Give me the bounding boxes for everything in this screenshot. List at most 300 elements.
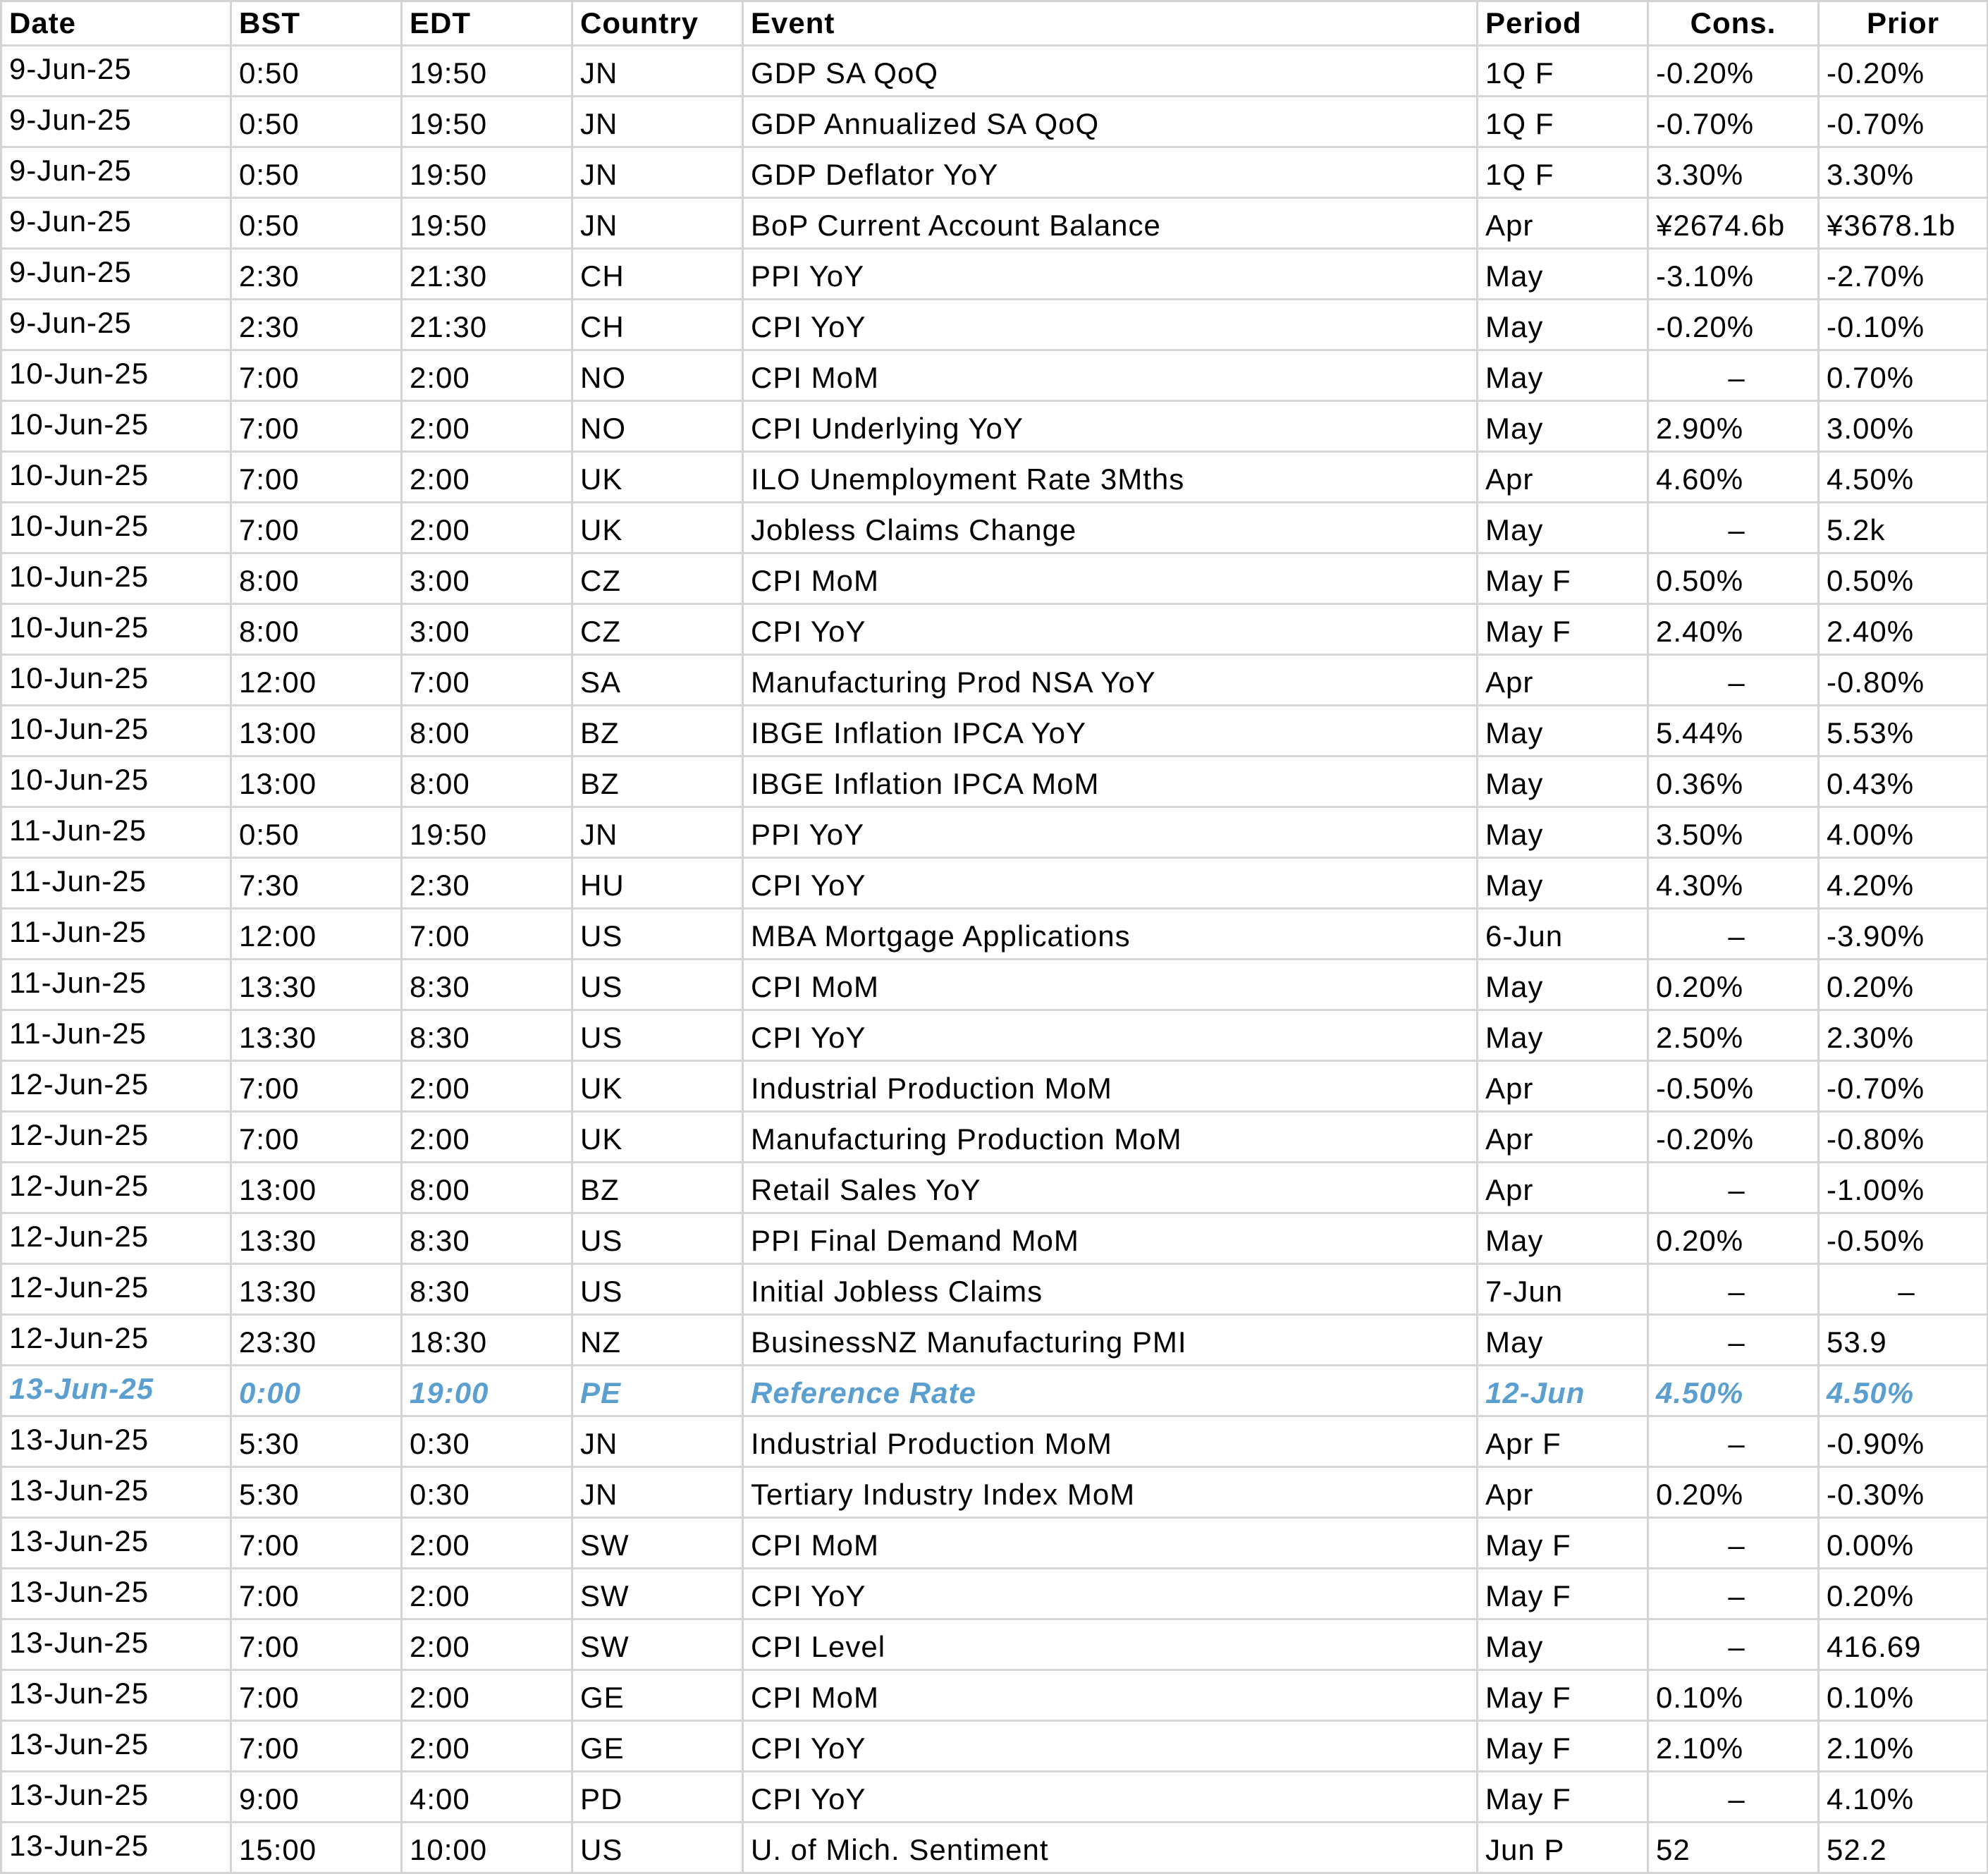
table-row (1, 1670, 1988, 1721)
cell-bst: 12:00 (231, 909, 402, 960)
table-row (1, 858, 1988, 909)
cell-period: Apr (1478, 452, 1648, 503)
cell-bst: 15:00 (231, 1823, 402, 1873)
cell-edt: 0:30 (402, 1416, 572, 1467)
cell-country: BZ (572, 757, 743, 807)
cell-period: Apr (1478, 198, 1648, 249)
cell-bst: 13:30 (231, 1010, 402, 1061)
cell-event: GDP Deflator YoY (743, 147, 1478, 198)
cell-period: May (1478, 858, 1648, 909)
cell-cons: 0.20% (1648, 1467, 1819, 1518)
cell-prior: 0.10% (1819, 1670, 1988, 1721)
cell-period: 6-Jun (1478, 909, 1648, 960)
cell-bst: 7:00 (231, 1670, 402, 1721)
table-row (1, 1061, 1988, 1112)
cell-country: UK (572, 452, 743, 503)
column-header-bst: BST (231, 1, 402, 46)
cell-period: May (1478, 960, 1648, 1010)
cell-event: ILO Unemployment Rate 3Mths (743, 452, 1478, 503)
cell-prior: 4.50% (1819, 452, 1988, 503)
cell-edt: 3:00 (402, 604, 572, 655)
cell-date: 12-Jun-25 (1, 1315, 231, 1366)
cell-edt: 8:30 (402, 1213, 572, 1264)
cell-edt: 2:30 (402, 858, 572, 909)
cell-prior: 0.20% (1819, 960, 1988, 1010)
cell-date: 11-Jun-25 (1, 858, 231, 909)
cell-date: 9-Jun-25 (1, 300, 231, 350)
cell-date: 11-Jun-25 (1, 909, 231, 960)
cell-cons: 0.50% (1648, 553, 1819, 604)
cell-cons: – (1648, 1416, 1819, 1467)
cell-event: Manufacturing Prod NSA YoY (743, 655, 1478, 706)
cell-cons: – (1648, 1569, 1819, 1619)
cell-prior: -0.90% (1819, 1416, 1988, 1467)
cell-event: BoP Current Account Balance (743, 198, 1478, 249)
cell-bst: 0:50 (231, 198, 402, 249)
cell-cons: -0.20% (1648, 1112, 1819, 1163)
cell-event: CPI MoM (743, 1670, 1478, 1721)
table-row-highlighted (1, 1366, 1988, 1416)
cell-date: 10-Jun-25 (1, 706, 231, 757)
cell-country: NO (572, 401, 743, 452)
cell-prior: 2.10% (1819, 1721, 1988, 1772)
cell-country: JN (572, 198, 743, 249)
cell-event: CPI YoY (743, 604, 1478, 655)
cell-edt: 10:00 (402, 1823, 572, 1873)
cell-date: 12-Jun-25 (1, 1264, 231, 1315)
table-row (1, 1163, 1988, 1213)
cell-edt: 2:00 (402, 452, 572, 503)
cell-edt: 2:00 (402, 1619, 572, 1670)
cell-prior: 0.70% (1819, 350, 1988, 401)
cell-edt: 21:30 (402, 300, 572, 350)
cell-date: 10-Jun-25 (1, 350, 231, 401)
cell-edt: 2:00 (402, 503, 572, 553)
cell-bst: 7:30 (231, 858, 402, 909)
cell-country: SW (572, 1569, 743, 1619)
column-header-cons: Cons. (1648, 1, 1819, 46)
table-row (1, 1010, 1988, 1061)
cell-event: Initial Jobless Claims (743, 1264, 1478, 1315)
cell-date: 11-Jun-25 (1, 1010, 231, 1061)
cell-period: May (1478, 249, 1648, 300)
table-row (1, 350, 1988, 401)
cell-prior: -0.30% (1819, 1467, 1988, 1518)
cell-event: Manufacturing Production MoM (743, 1112, 1478, 1163)
cell-event: CPI YoY (743, 300, 1478, 350)
cell-date: 13-Jun-25 (1, 1569, 231, 1619)
cell-country: US (572, 1264, 743, 1315)
cell-country: CZ (572, 553, 743, 604)
cell-country: US (572, 909, 743, 960)
cell-country: SW (572, 1518, 743, 1569)
table-row (1, 1264, 1988, 1315)
cell-country: US (572, 960, 743, 1010)
cell-period: May (1478, 757, 1648, 807)
cell-event: CPI MoM (743, 350, 1478, 401)
cell-edt: 8:00 (402, 1163, 572, 1213)
cell-event: MBA Mortgage Applications (743, 909, 1478, 960)
cell-cons: 3.50% (1648, 807, 1819, 858)
cell-edt: 2:00 (402, 350, 572, 401)
column-header-country: Country (572, 1, 743, 46)
cell-cons: ¥2674.6b (1648, 198, 1819, 249)
cell-period: May F (1478, 553, 1648, 604)
cell-period: May (1478, 350, 1648, 401)
cell-event: BusinessNZ Manufacturing PMI (743, 1315, 1478, 1366)
cell-date: 10-Jun-25 (1, 553, 231, 604)
cell-date: 9-Jun-25 (1, 249, 231, 300)
cell-event: CPI YoY (743, 1569, 1478, 1619)
cell-country: SW (572, 1619, 743, 1670)
cell-cons: – (1648, 503, 1819, 553)
cell-prior: 5.2k (1819, 503, 1988, 553)
cell-date: 13-Jun-25 (1, 1721, 231, 1772)
cell-cons: 2.40% (1648, 604, 1819, 655)
cell-event: CPI Underlying YoY (743, 401, 1478, 452)
table-row (1, 757, 1988, 807)
cell-period: Apr (1478, 1163, 1648, 1213)
cell-cons: 5.44% (1648, 706, 1819, 757)
cell-country: CH (572, 249, 743, 300)
table-row (1, 1112, 1988, 1163)
cell-prior: 0.00% (1819, 1518, 1988, 1569)
cell-event: PPI YoY (743, 807, 1478, 858)
cell-country: NO (572, 350, 743, 401)
cell-date: 9-Jun-25 (1, 97, 231, 147)
cell-bst: 9:00 (231, 1772, 402, 1823)
cell-period: May F (1478, 1670, 1648, 1721)
cell-prior: 0.50% (1819, 553, 1988, 604)
table-row (1, 1772, 1988, 1823)
cell-cons: – (1648, 1619, 1819, 1670)
cell-prior: -3.90% (1819, 909, 1988, 960)
cell-period: 1Q F (1478, 147, 1648, 198)
cell-prior: 4.50% (1819, 1366, 1988, 1416)
cell-event: CPI YoY (743, 1721, 1478, 1772)
cell-date: 10-Jun-25 (1, 604, 231, 655)
cell-cons: 0.36% (1648, 757, 1819, 807)
cell-country: JN (572, 1416, 743, 1467)
column-header-period: Period (1478, 1, 1648, 46)
cell-prior: -0.20% (1819, 46, 1988, 97)
cell-country: NZ (572, 1315, 743, 1366)
cell-bst: 5:30 (231, 1467, 402, 1518)
cell-date: 12-Jun-25 (1, 1112, 231, 1163)
cell-bst: 13:00 (231, 757, 402, 807)
cell-date: 9-Jun-25 (1, 147, 231, 198)
cell-edt: 2:00 (402, 1670, 572, 1721)
table-row (1, 655, 1988, 706)
cell-country: CH (572, 300, 743, 350)
cell-cons: 3.30% (1648, 147, 1819, 198)
cell-period: May F (1478, 1569, 1648, 1619)
cell-bst: 23:30 (231, 1315, 402, 1366)
cell-country: GE (572, 1670, 743, 1721)
table-row (1, 807, 1988, 858)
cell-date: 13-Jun-25 (1, 1772, 231, 1823)
cell-bst: 8:00 (231, 553, 402, 604)
cell-edt: 18:30 (402, 1315, 572, 1366)
cell-date: 13-Jun-25 (1, 1416, 231, 1467)
cell-period: May F (1478, 1518, 1648, 1569)
cell-edt: 7:00 (402, 655, 572, 706)
cell-edt: 2:00 (402, 1518, 572, 1569)
cell-cons: -0.70% (1648, 97, 1819, 147)
cell-period: Apr (1478, 1467, 1648, 1518)
cell-edt: 2:00 (402, 401, 572, 452)
cell-country: US (572, 1823, 743, 1873)
cell-date: 13-Jun-25 (1, 1366, 231, 1416)
cell-cons: – (1648, 1518, 1819, 1569)
cell-bst: 0:50 (231, 46, 402, 97)
cell-edt: 8:30 (402, 1264, 572, 1315)
cell-cons: 2.10% (1648, 1721, 1819, 1772)
cell-country: UK (572, 1061, 743, 1112)
cell-prior: 2.40% (1819, 604, 1988, 655)
cell-event: PPI Final Demand MoM (743, 1213, 1478, 1264)
cell-cons: 4.60% (1648, 452, 1819, 503)
table-row (1, 401, 1988, 452)
cell-country: PE (572, 1366, 743, 1416)
cell-country: UK (572, 1112, 743, 1163)
cell-event: IBGE Inflation IPCA YoY (743, 706, 1478, 757)
cell-date: 10-Jun-25 (1, 452, 231, 503)
cell-cons: – (1648, 1264, 1819, 1315)
table-row (1, 1467, 1988, 1518)
table-row (1, 249, 1988, 300)
cell-cons: -0.50% (1648, 1061, 1819, 1112)
cell-period: May (1478, 1315, 1648, 1366)
cell-date: 11-Jun-25 (1, 960, 231, 1010)
cell-event: CPI MoM (743, 1518, 1478, 1569)
cell-date: 10-Jun-25 (1, 401, 231, 452)
cell-bst: 2:30 (231, 300, 402, 350)
table-row (1, 198, 1988, 249)
cell-cons: 52 (1648, 1823, 1819, 1873)
table-row (1, 97, 1988, 147)
cell-prior: -0.80% (1819, 1112, 1988, 1163)
cell-bst: 12:00 (231, 655, 402, 706)
cell-cons: -0.20% (1648, 46, 1819, 97)
header-row (1, 1, 1988, 46)
cell-cons: – (1648, 909, 1819, 960)
cell-edt: 8:00 (402, 757, 572, 807)
cell-event: Jobless Claims Change (743, 503, 1478, 553)
table-row (1, 553, 1988, 604)
cell-cons: 4.30% (1648, 858, 1819, 909)
cell-bst: 7:00 (231, 1569, 402, 1619)
cell-prior: -0.50% (1819, 1213, 1988, 1264)
cell-period: 7-Jun (1478, 1264, 1648, 1315)
cell-date: 9-Jun-25 (1, 46, 231, 97)
cell-period: May (1478, 503, 1648, 553)
cell-period: May (1478, 807, 1648, 858)
column-header-edt: EDT (402, 1, 572, 46)
cell-country: JN (572, 147, 743, 198)
cell-edt: 19:00 (402, 1366, 572, 1416)
cell-bst: 0:50 (231, 147, 402, 198)
cell-date: 12-Jun-25 (1, 1061, 231, 1112)
cell-country: GE (572, 1721, 743, 1772)
cell-bst: 7:00 (231, 1518, 402, 1569)
table-row (1, 1518, 1988, 1569)
table-row (1, 503, 1988, 553)
cell-edt: 19:50 (402, 147, 572, 198)
cell-event: GDP Annualized SA QoQ (743, 97, 1478, 147)
cell-date: 13-Jun-25 (1, 1619, 231, 1670)
cell-prior: 2.30% (1819, 1010, 1988, 1061)
cell-edt: 21:30 (402, 249, 572, 300)
cell-event: GDP SA QoQ (743, 46, 1478, 97)
cell-bst: 8:00 (231, 604, 402, 655)
cell-bst: 7:00 (231, 1061, 402, 1112)
calendar-body (1, 46, 1988, 1873)
table-row (1, 1823, 1988, 1873)
cell-period: Apr F (1478, 1416, 1648, 1467)
cell-edt: 19:50 (402, 97, 572, 147)
cell-prior: 4.00% (1819, 807, 1988, 858)
cell-event: CPI YoY (743, 1010, 1478, 1061)
cell-bst: 2:30 (231, 249, 402, 300)
cell-edt: 0:30 (402, 1467, 572, 1518)
cell-country: PD (572, 1772, 743, 1823)
table-row (1, 1416, 1988, 1467)
cell-country: UK (572, 503, 743, 553)
cell-bst: 7:00 (231, 350, 402, 401)
cell-bst: 13:00 (231, 706, 402, 757)
cell-event: CPI MoM (743, 960, 1478, 1010)
cell-prior: 5.53% (1819, 706, 1988, 757)
cell-bst: 7:00 (231, 1721, 402, 1772)
cell-country: JN (572, 97, 743, 147)
cell-bst: 13:30 (231, 960, 402, 1010)
cell-event: CPI YoY (743, 858, 1478, 909)
table-row (1, 300, 1988, 350)
cell-event: U. of Mich. Sentiment (743, 1823, 1478, 1873)
cell-period: Apr (1478, 655, 1648, 706)
cell-country: SA (572, 655, 743, 706)
cell-cons: – (1648, 655, 1819, 706)
column-header-prior: Prior (1819, 1, 1988, 46)
cell-period: May (1478, 706, 1648, 757)
cell-prior: 3.00% (1819, 401, 1988, 452)
cell-country: HU (572, 858, 743, 909)
cell-bst: 7:00 (231, 503, 402, 553)
cell-prior: 0.43% (1819, 757, 1988, 807)
cell-country: JN (572, 1467, 743, 1518)
cell-cons: -0.20% (1648, 300, 1819, 350)
cell-event: CPI Level (743, 1619, 1478, 1670)
cell-period: May F (1478, 1772, 1648, 1823)
cell-edt: 2:00 (402, 1061, 572, 1112)
table-row (1, 1213, 1988, 1264)
cell-edt: 19:50 (402, 807, 572, 858)
cell-cons: 0.20% (1648, 960, 1819, 1010)
cell-bst: 7:00 (231, 1619, 402, 1670)
cell-date: 10-Jun-25 (1, 757, 231, 807)
cell-date: 12-Jun-25 (1, 1163, 231, 1213)
cell-period: 12-Jun (1478, 1366, 1648, 1416)
cell-prior: -0.80% (1819, 655, 1988, 706)
table-row (1, 147, 1988, 198)
cell-bst: 5:30 (231, 1416, 402, 1467)
cell-country: JN (572, 46, 743, 97)
cell-edt: 19:50 (402, 46, 572, 97)
cell-period: May (1478, 401, 1648, 452)
cell-bst: 13:30 (231, 1213, 402, 1264)
cell-edt: 8:30 (402, 1010, 572, 1061)
cell-event: IBGE Inflation IPCA MoM (743, 757, 1478, 807)
cell-bst: 7:00 (231, 452, 402, 503)
table-row (1, 909, 1988, 960)
cell-edt: 19:50 (402, 198, 572, 249)
cell-prior: 0.20% (1819, 1569, 1988, 1619)
cell-country: BZ (572, 1163, 743, 1213)
cell-date: 10-Jun-25 (1, 655, 231, 706)
cell-bst: 0:50 (231, 807, 402, 858)
table-row (1, 1619, 1988, 1670)
cell-edt: 8:00 (402, 706, 572, 757)
cell-edt: 2:00 (402, 1721, 572, 1772)
cell-cons: – (1648, 1772, 1819, 1823)
cell-date: 13-Jun-25 (1, 1823, 231, 1873)
table-row (1, 706, 1988, 757)
cell-period: Jun P (1478, 1823, 1648, 1873)
cell-period: Apr (1478, 1061, 1648, 1112)
cell-period: May (1478, 1213, 1648, 1264)
cell-country: JN (572, 807, 743, 858)
cell-prior: -0.10% (1819, 300, 1988, 350)
cell-prior: -2.70% (1819, 249, 1988, 300)
cell-period: May (1478, 1010, 1648, 1061)
cell-bst: 13:00 (231, 1163, 402, 1213)
table-row (1, 452, 1988, 503)
table-row (1, 1721, 1988, 1772)
cell-date: 13-Jun-25 (1, 1670, 231, 1721)
cell-prior: -1.00% (1819, 1163, 1988, 1213)
cell-country: US (572, 1213, 743, 1264)
cell-event: Industrial Production MoM (743, 1416, 1478, 1467)
cell-period: 1Q F (1478, 97, 1648, 147)
cell-period: May F (1478, 1721, 1648, 1772)
table-row (1, 1315, 1988, 1366)
cell-event: PPI YoY (743, 249, 1478, 300)
table-row (1, 960, 1988, 1010)
cell-prior: 52.2 (1819, 1823, 1988, 1873)
cell-cons: 4.50% (1648, 1366, 1819, 1416)
cell-country: CZ (572, 604, 743, 655)
cell-cons: 2.50% (1648, 1010, 1819, 1061)
column-header-event: Event (743, 1, 1478, 46)
cell-date: 13-Jun-25 (1, 1467, 231, 1518)
cell-edt: 8:30 (402, 960, 572, 1010)
cell-bst: 7:00 (231, 401, 402, 452)
column-header-date: Date (1, 1, 231, 46)
cell-edt: 3:00 (402, 553, 572, 604)
cell-date: 11-Jun-25 (1, 807, 231, 858)
cell-edt: 2:00 (402, 1112, 572, 1163)
cell-prior: 53.9 (1819, 1315, 1988, 1366)
cell-edt: 4:00 (402, 1772, 572, 1823)
cell-edt: 2:00 (402, 1569, 572, 1619)
cell-bst: 0:00 (231, 1366, 402, 1416)
cell-edt: 7:00 (402, 909, 572, 960)
cell-prior: -0.70% (1819, 1061, 1988, 1112)
cell-cons: 0.20% (1648, 1213, 1819, 1264)
cell-cons: 2.90% (1648, 401, 1819, 452)
cell-cons: 0.10% (1648, 1670, 1819, 1721)
